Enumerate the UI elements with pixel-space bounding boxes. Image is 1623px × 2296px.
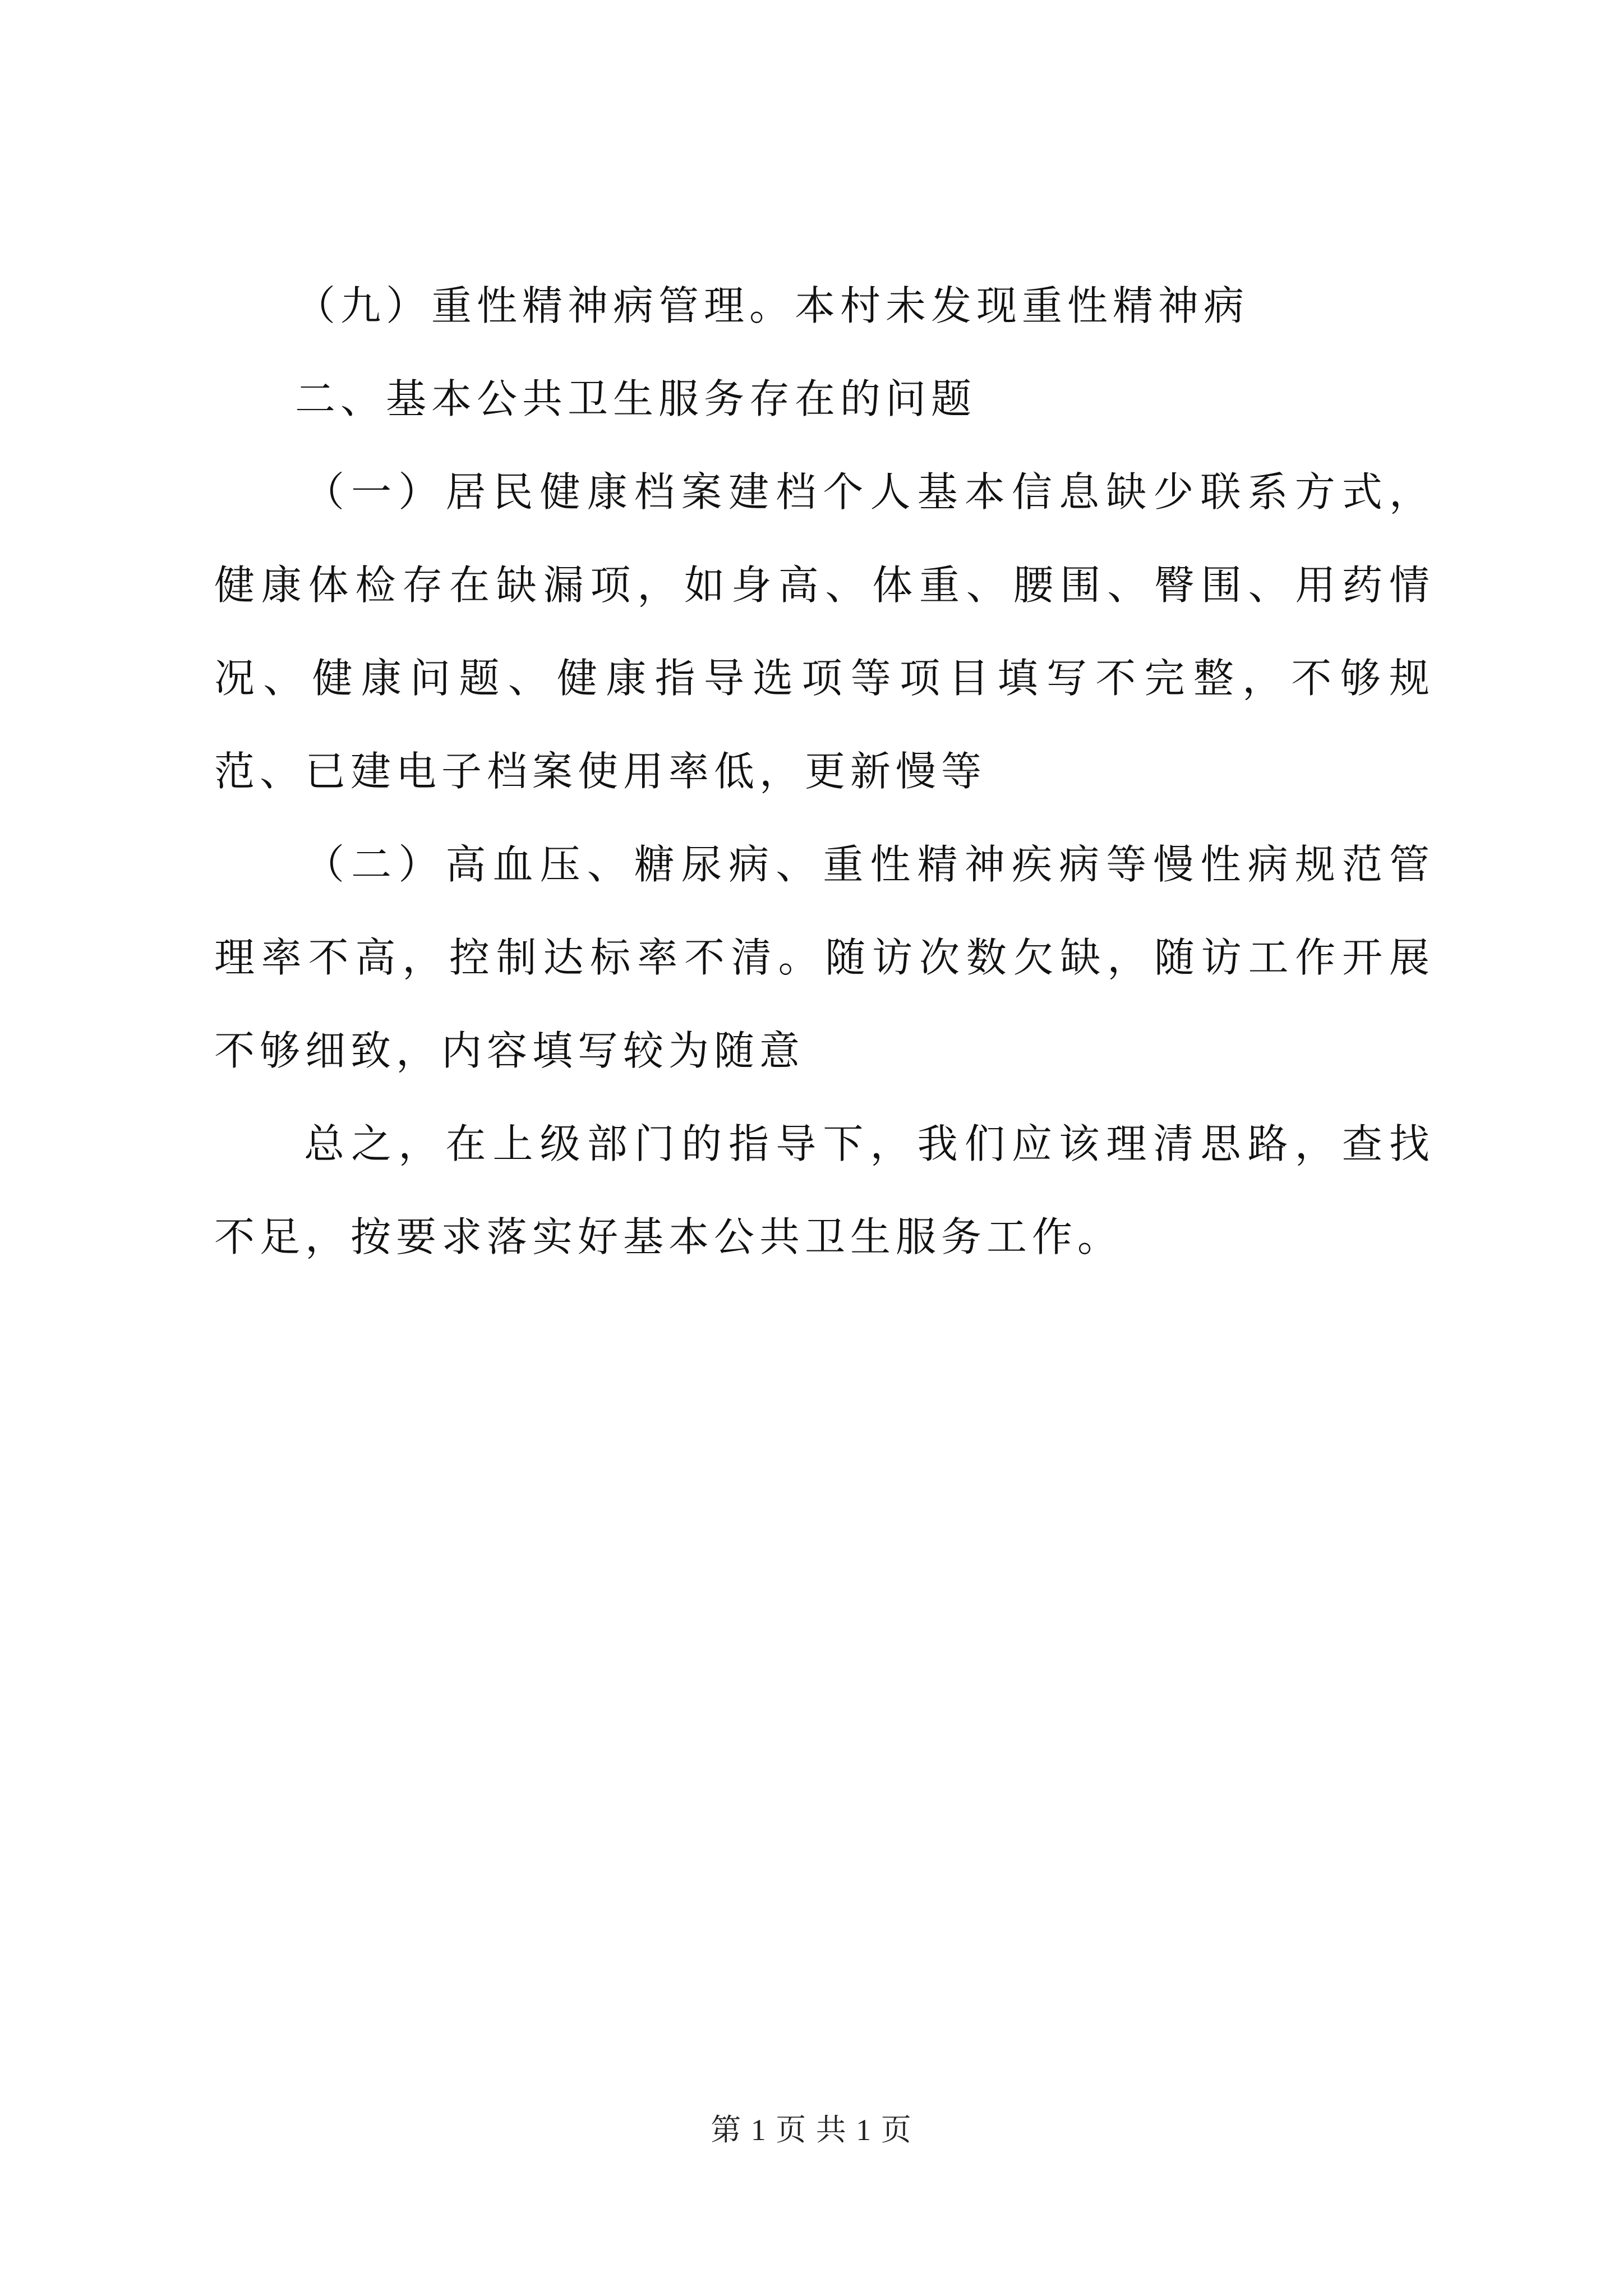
- page-number-footer: 第 1 页 共 1 页: [711, 2113, 912, 2147]
- paragraph-heading-nine: （九）重性精神病管理。本村未发现重性精神病: [295, 282, 1249, 329]
- section-heading-problems: 二、基本公共卫生服务存在的问题: [295, 375, 977, 422]
- document-body: [214, 259, 1435, 1283]
- paragraph-problem-one: （一）居民健康档案建档个人基本信息缺少联系方式，健康体检存在缺漏项，如身高、体重、腰围、臀围、用药情况、健康问题、健康指导选项等项目填写不完整，不够规范、已建电子档案使用率低，更新慢等: [214, 468, 1435, 795]
- paragraph-conclusion: 总之，在上级部门的指导下，我们应该理清思路，查找不足，按要求落实好基本公共卫生服务工作。: [214, 1120, 1435, 1260]
- paragraph-problem-two: （二）高血压、糖尿病、重性精神疾病等慢性病规范管理率不高，控制达标率不清。随访次数欠缺，随访工作开展不够细致，内容填写较为随意: [214, 841, 1435, 1074]
